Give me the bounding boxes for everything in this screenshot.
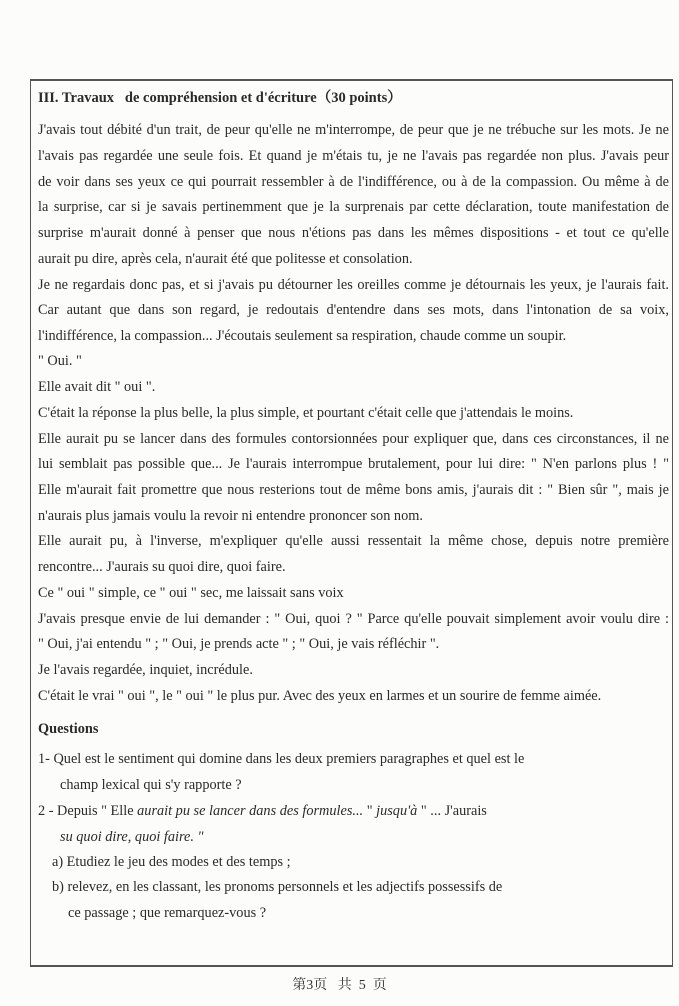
passage-line: " Oui, j'ai entendu " ; " Oui, je prends acte " ; " Oui, je vais réfléchir ". (38, 636, 440, 652)
passage-line: Elle aurait pu se lancer dans des formules contorsionnées pour expliquer que, dans ces circonstances, il ne (38, 431, 669, 447)
passage-line: de voir dans ses yeux ce qui pourrait ressembler à de l'indifférence, ou à de la compassion. Ou même à de (38, 174, 669, 190)
passage-line: Elle m'aurait fait promettre que nous resterions tout de même bons amis, j'aurais dit : " Bien sûr ", mais je (38, 482, 669, 498)
passage-line: la surprise, car si je savais pertinemment que je la surprenais par cette déclaration, toute manifestation de (38, 199, 669, 215)
passage-line: surprise m'aurait donné à penser que nous n'étions pas dans les mêmes dispositions - et tout ce qu'elle (38, 225, 669, 241)
page-footer: 第3页 共 5 页 (292, 978, 387, 993)
passage-line: C'était la réponse la plus belle, la plus simple, et pourtant c'était celle que j'attendais le moins. (38, 405, 574, 421)
passage-line: J'avais tout débité d'un trait, de peur qu'elle ne m'interrompe, de peur que je ne trébuche sur les mots. Je ne (38, 122, 669, 138)
passage-line: J'avais presque envie de lui demander : " Oui, quoi ? " Parce qu'elle pouvait simplement avoir voulu dire : (38, 611, 669, 627)
q2-mid: " (366, 803, 377, 819)
passage-line: l'avais pas regardée une seule fois. Et quand je m'étais tu, je ne l'avais pas regardée non plus. J'avais peur (38, 148, 669, 164)
q2-italic-jusqua: jusqu'à (376, 803, 418, 819)
question-1-line-1: 1- Quel est le sentiment qui domine dans les deux premiers paragraphes et quel est le (38, 751, 525, 767)
passage-line: Ce " oui " simple, ce " oui " sec, me laissait sans voix (38, 585, 344, 601)
passage-line: " Oui. " (38, 353, 82, 369)
question-2b-line-2: ce passage ; que remarquez-vous ? (68, 905, 267, 921)
section-title: III. Travaux de compréhension et d'écriture（30 points） (38, 90, 402, 106)
passage-line: Je l'avais regardée, inquiet, incrédule. (38, 662, 253, 678)
q2-prefix: 2 - Depuis " Elle (38, 803, 138, 819)
passage-line: Car autant que dans son regard, je redoutais d'entendre dans ses mots, dans l'intonation de sa voix, (38, 302, 669, 318)
question-1-line-2: champ lexical qui s'y rapporte ? (60, 777, 242, 793)
question-2-line-2: su quoi dire, quoi faire. " (60, 829, 204, 845)
passage-line: n'aurais plus jamais voulu la revoir ni entendre prononcer son nom. (38, 508, 423, 524)
passage-line: rencontre... J'aurais su quoi dire, quoi faire. (38, 559, 286, 575)
question-2b-line-1: b) relevez, en les classant, les pronoms personnels et les adjectifs possessifs de (52, 879, 503, 895)
questions-heading: Questions (38, 721, 99, 737)
passage-line: Je ne regardais donc pas, et si j'avais pu détourner les oreilles comme je détournais les yeux, je l'aurais fait. (38, 277, 669, 293)
question-2-line-1 (38, 802, 487, 820)
passage-line: l'indifférence, la compassion... J'écoutais seulement sa respiration, chaude comme un soupir. (38, 328, 567, 344)
passage-line: Elle avait dit " oui ". (38, 379, 156, 395)
q2-italic-quote: aurait pu se lancer dans des formules... (137, 803, 367, 819)
passage-line: Elle aurait pu, à l'inverse, m'expliquer qu'elle aussi ressentait la même chose, depuis notre première (38, 533, 669, 549)
q2-suffix: " ... J'aurais (417, 803, 487, 819)
passage-line: lui semblait pas possible que... Je l'aurais interrompue brutalement, pour lui dire: " N'en parlons plus ! " (38, 456, 669, 472)
passage-line: aurait pu dire, après cela, n'aurait été que politesse et consolation. (38, 251, 413, 267)
passage-line: C'était le vrai " oui ", le " oui " le plus pur. Avec des yeux en larmes et un sourire de femme aimée. (38, 688, 602, 704)
question-2a: a) Etudiez le jeu des modes et des temps ; (52, 854, 291, 870)
